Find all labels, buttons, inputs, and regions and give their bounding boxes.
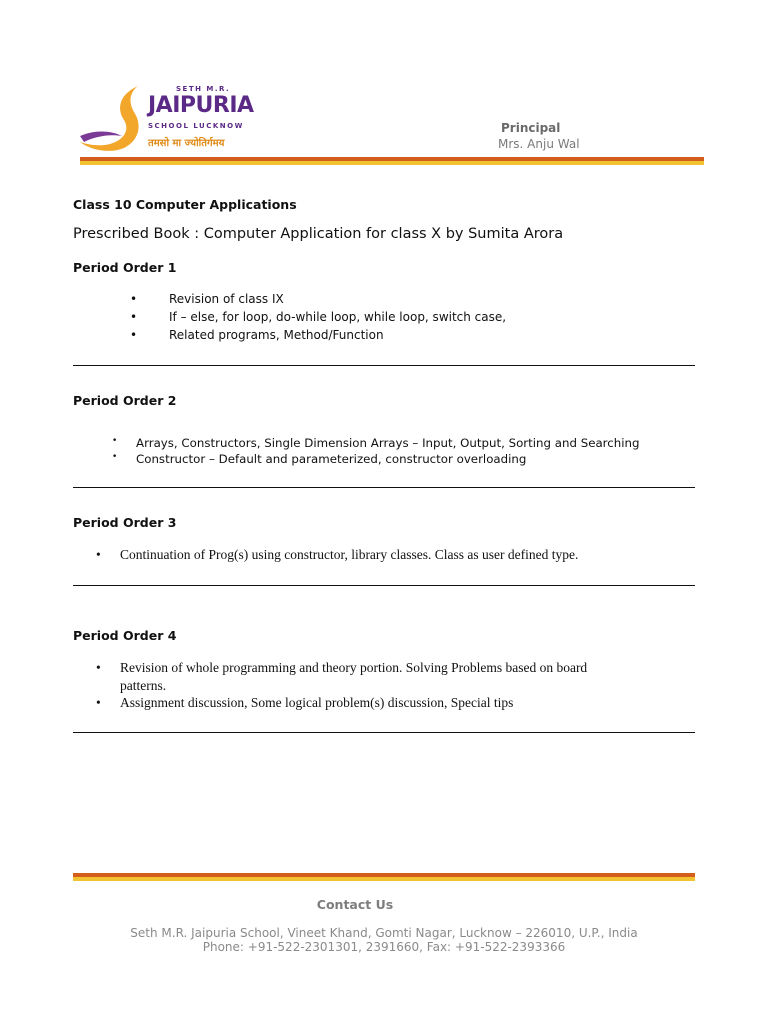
- logo-line1: SETH M.R.: [176, 85, 231, 93]
- logo-line3: SCHOOL LUCKNOW: [148, 122, 244, 130]
- bullet-icon: •: [130, 328, 138, 342]
- principal-name: Mrs. Anju Wal: [498, 137, 580, 151]
- period-3-title: Period Order 3: [73, 515, 177, 530]
- period-1-title: Period Order 1: [73, 260, 177, 275]
- contact-title: Contact Us: [316, 897, 394, 912]
- flame-logo-icon: [80, 84, 150, 154]
- divider: [73, 487, 695, 488]
- bullet-icon: •: [96, 547, 101, 562]
- footer-band: [73, 873, 695, 881]
- bullet-icon: •: [130, 310, 138, 324]
- logo-motto: तमसो मा ज्योतिर्गमय: [148, 138, 225, 149]
- period-2-title: Period Order 2: [73, 393, 177, 408]
- period-4-title: Period Order 4: [73, 628, 177, 643]
- bullet-icon: •: [130, 292, 138, 306]
- principal-title: Principal: [501, 121, 561, 135]
- header-band: [80, 157, 704, 165]
- divider: [73, 365, 695, 366]
- prescribed-book: Prescribed Book : Computer Application for class X by Sumita Arora: [73, 226, 564, 242]
- divider: [73, 732, 695, 733]
- contact-phone: Phone: +91-522-2301301, 2391660, Fax: +91-522-2393366: [202, 940, 566, 954]
- bullet-icon: •: [96, 660, 101, 675]
- logo-line2: JAIPURIA: [148, 93, 254, 118]
- bullet-icon: •: [112, 436, 118, 446]
- bullet-icon: •: [112, 452, 118, 462]
- divider: [73, 585, 695, 586]
- contact-address: Seth M.R. Jaipuria School, Vineet Khand, Gomti Nagar, Lucknow – 226010, U.P., India: [130, 926, 638, 940]
- class-title: Class 10 Computer Applications: [73, 197, 297, 212]
- bullet-icon: •: [96, 695, 101, 710]
- school-logo: [80, 84, 280, 154]
